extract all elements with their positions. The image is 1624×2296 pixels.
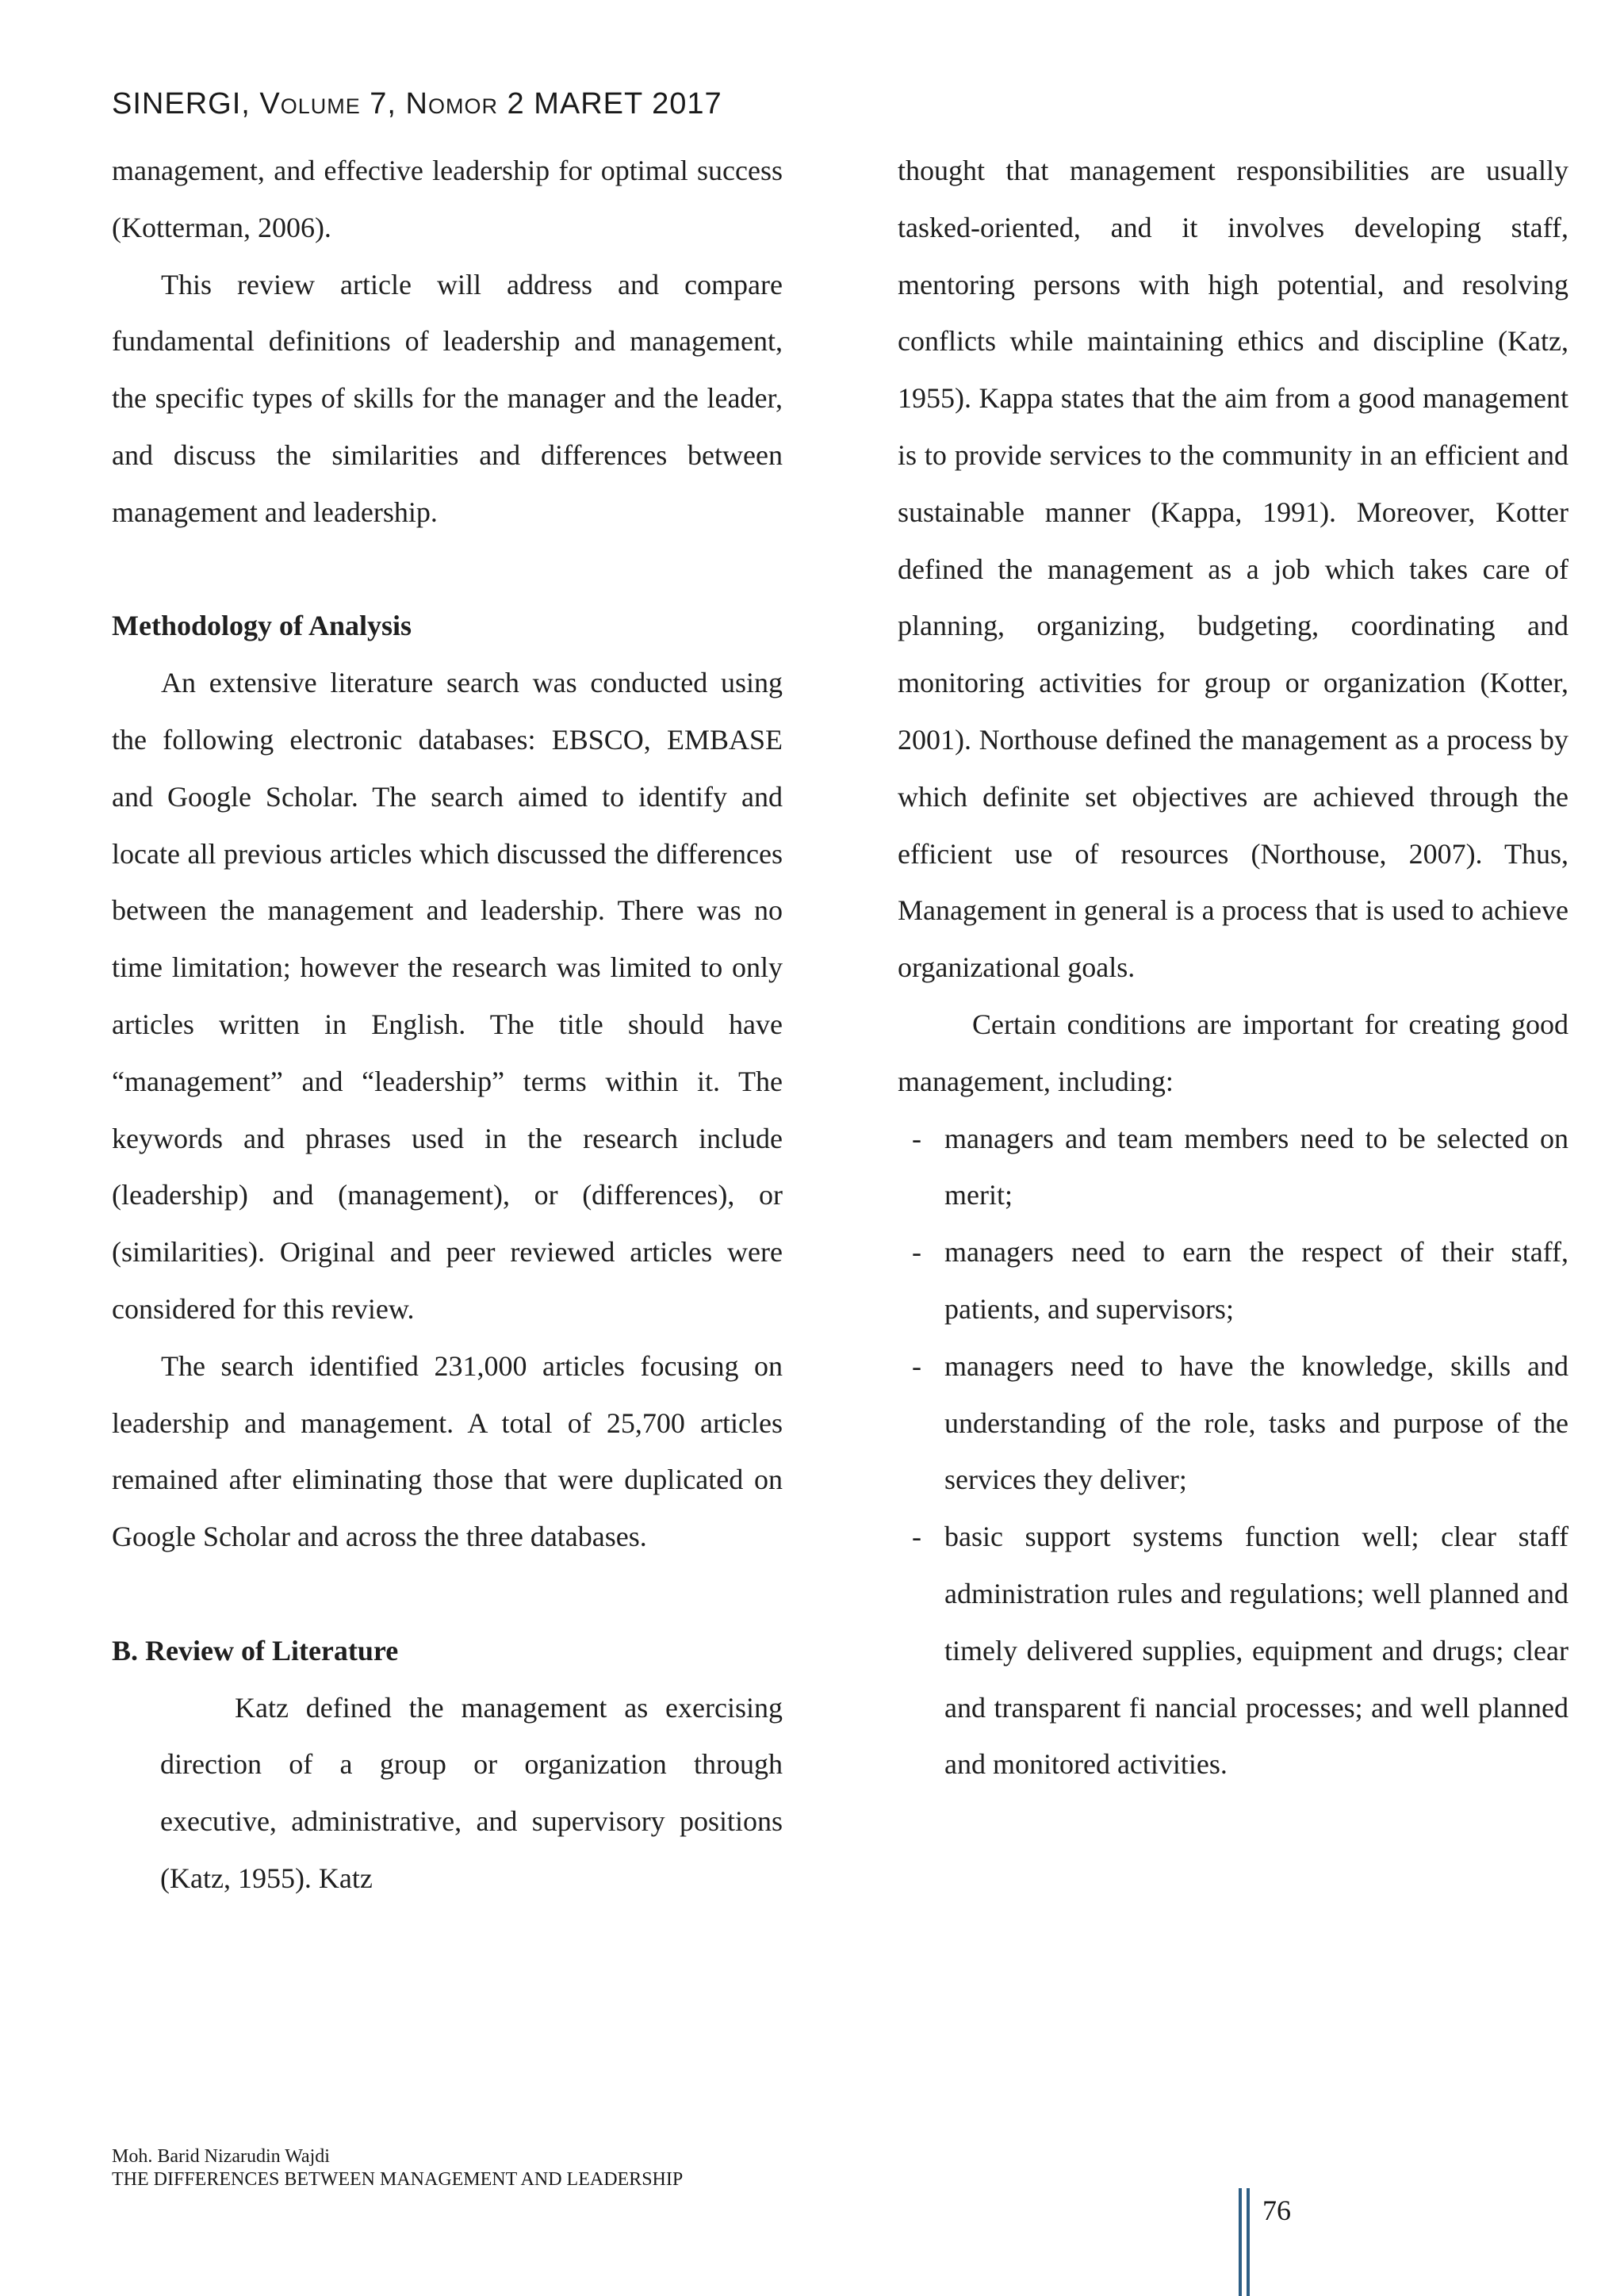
spacer: [112, 541, 783, 599]
page-number-rule: [1247, 2188, 1250, 2296]
review-paragraph-continued: thought that management responsibilities are usually tasked-oriented, and it involves developing staff, mentoring persons with high potential, and resolving conflicts while maintaining ethics and discipline (Katz, 1955). Kappa states that the aim from a good management is to provide services to the community in an efficient and sustainable manner (Kappa, 1991). Moreover, Kotter defined the management as a job which takes care of planning, organizing, budgeting, coordinating and monitoring activities for group or organization (Kotter, 2001). Northouse defined the management as a process by which definite set objectives are achieved through the efficient use of resources (Northouse, 2007). Thus, Management in general is a process that is used to achieve organizational goals.: [898, 155, 1568, 984]
page-number-rule: [1239, 2188, 1242, 2296]
list-item: [898, 1224, 1568, 1338]
methodology-paragraph-2: The search identified 231,000 articles focusing on leadership and management. A total of 25,700 articles remained after eliminating those that were duplicated on Google Scholar and across the three databases.: [112, 1349, 783, 1553]
intro-paragraph-continued: management, and effective leadership for optimal success (Kotterman, 2006).: [112, 155, 783, 243]
running-header: [112, 89, 722, 119]
volume-issue: , Volume 7, Nomor 2: [241, 87, 525, 121]
methodology-heading: Methodology of Analysis: [112, 610, 412, 642]
list-item-text: managers need to have the knowledge, skills and understanding of the role, tasks and purpose of the services they deliver;: [944, 1349, 1568, 1496]
conditions-list: [898, 1111, 1568, 1794]
list-item-text: managers and team members need to be selected on merit;: [944, 1122, 1568, 1211]
list-item-text: basic support systems function well; clear staff administration rules and regulations; well planned and timely delivered supplies, equipment and drugs; clear and transparent fi nancial processes; and well planned and monitored activities.: [944, 1521, 1568, 1781]
list-item: [898, 1509, 1568, 1793]
review-heading: B. Review of Literature: [112, 1634, 399, 1667]
issue-date: MARET 2017: [524, 87, 722, 121]
bullet-dash: -: [912, 1349, 921, 1382]
spacer: [112, 1566, 783, 1623]
methodology-paragraph-1: An extensive literature search was conducted using the following electronic databases: EBSCO, EMBASE and Google Scholar. The search aimed to identify and locate all previous articles which discussed the differences between the management and leadership. There was no time limitation; however the research was limited to only articles written in English. The title should have “management” and “leadership” terms within it. The keywords and phrases used in the research include (leadership) and (management), or (differences), or (similarities). Original and peer reviewed articles were considered for this review.: [112, 667, 783, 1325]
bullet-dash: -: [912, 1122, 921, 1154]
aim-paragraph: This review article will address and compare fundamental definitions of leadership and management, the specific types of skills for the manager and the leader, and discuss the similarities and differences between management and leadership.: [112, 268, 783, 528]
page-number: 76: [1262, 2195, 1291, 2226]
right-column: [898, 143, 1568, 1793]
footer-author: Moh. Barid Nizarudin Wajdi: [112, 2146, 330, 2167]
left-column: [112, 143, 783, 1908]
bullet-dash: -: [912, 1236, 921, 1269]
bullet-dash: -: [912, 1521, 921, 1553]
journal-name: SINERGI: [112, 87, 242, 121]
list-item: [898, 1111, 1568, 1225]
footer-title: THE DIFFERENCES BETWEEN MANAGEMENT AND LEADERSHIP: [112, 2169, 684, 2190]
conditions-paragraph: Certain conditions are important for creating good management, including:: [898, 1008, 1568, 1097]
review-paragraph: Katz defined the management as exercising direction of a group or organization through executive, administrative, and supervisory positions (Katz, 1955). Katz: [160, 1691, 783, 1894]
page-footer: [112, 2145, 683, 2191]
list-item-text: managers need to earn the respect of their staff, patients, and supervisors;: [944, 1236, 1568, 1325]
list-item: [898, 1338, 1568, 1509]
